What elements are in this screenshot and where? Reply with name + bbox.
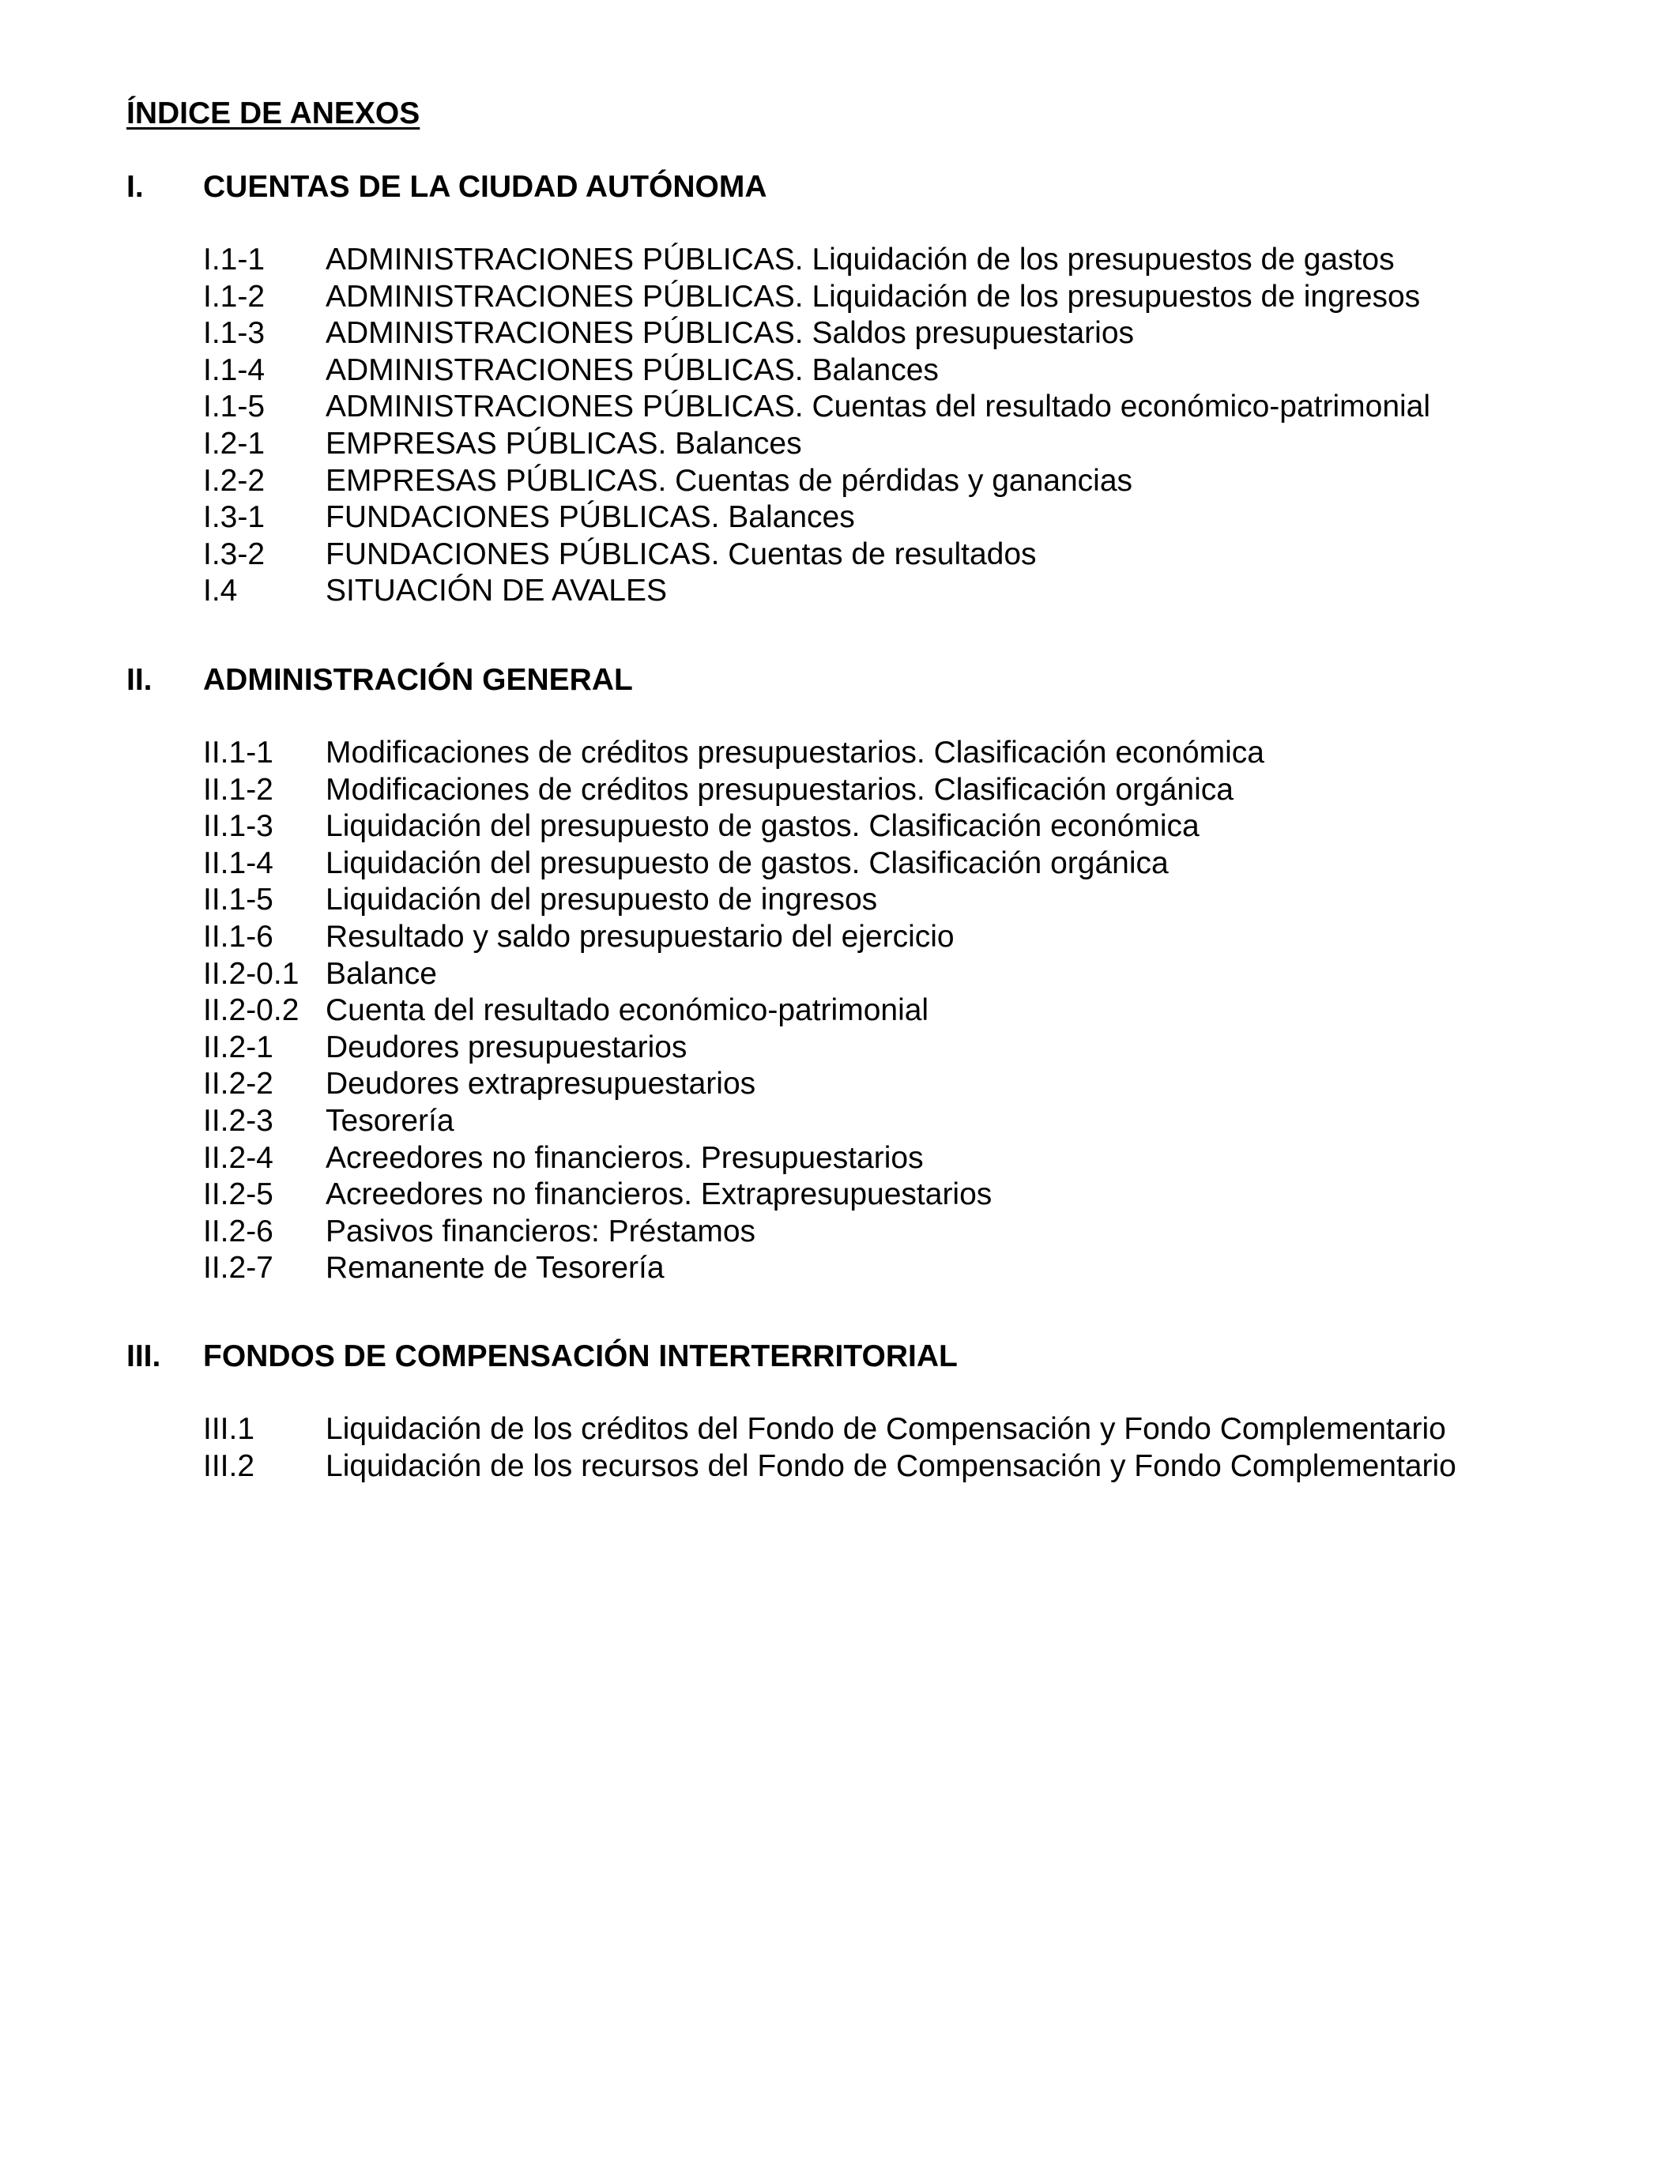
list-item [203, 389, 1625, 426]
entry-description: Liquidación del presupuesto de gastos. Clasificación económica [326, 809, 1200, 844]
list-item [203, 315, 1625, 352]
entry-code: II.2-4 [203, 1140, 273, 1175]
entry-code: II.1-3 [203, 809, 273, 844]
entry-code: III.1 [203, 1412, 255, 1446]
entry-code: I.3-1 [203, 500, 266, 535]
entry-description: EMPRESAS PÚBLICAS. Cuentas de pérdidas y ganancias [326, 463, 1133, 498]
entry-code: II.2-1 [203, 1030, 273, 1064]
page-title: ÍNDICE DE ANEXOS [126, 96, 420, 130]
list-item [203, 1140, 1625, 1177]
section-title: ADMINISTRACIÓN GENERAL [203, 663, 633, 697]
entry-code: II.2-6 [203, 1214, 273, 1248]
entry-description: Acreedores no financieros. Presupuestarios [326, 1140, 924, 1175]
section-header [126, 169, 1628, 205]
entry-list [203, 242, 1625, 610]
entry-code: II.2-0.1 [203, 956, 299, 991]
list-item [203, 1250, 1625, 1287]
list-item [203, 499, 1625, 537]
entry-code: II.1-4 [203, 845, 273, 880]
entry-list [203, 1411, 1625, 1485]
section-cuentas-ciudad-autonoma [126, 169, 1628, 608]
list-item [203, 992, 1625, 1030]
entry-code: I.1-3 [203, 316, 266, 351]
entry-code: II.2-5 [203, 1177, 273, 1212]
list-item [203, 1066, 1625, 1103]
section-number: I. [126, 170, 144, 204]
entry-description: Remanente de Tesorería [326, 1251, 665, 1286]
list-item [203, 1214, 1625, 1251]
section-header [126, 662, 1628, 699]
entry-description: Resultado y saldo presupuestario del ejercicio [326, 919, 955, 954]
entry-description: ADMINISTRACIONES PÚBLICAS. Saldos presupuestarios [326, 316, 1135, 351]
entry-description: Liquidación de los créditos del Fondo de Compensación y Fondo Complementario [326, 1412, 1446, 1446]
entry-code: II.1-1 [203, 736, 273, 770]
entry-description: FUNDACIONES PÚBLICAS. Balances [326, 500, 855, 535]
entry-description: Liquidación de los recursos del Fondo de Compensación y Fondo Complementario [326, 1448, 1456, 1483]
list-item [203, 537, 1625, 574]
list-item [203, 808, 1625, 845]
list-item [203, 845, 1625, 883]
list-item [203, 463, 1625, 500]
section-number: II. [126, 663, 153, 697]
entry-description: Deudores extrapresupuestarios [326, 1067, 756, 1101]
list-item [203, 956, 1625, 993]
list-item [203, 735, 1625, 772]
entry-code: III.2 [203, 1448, 255, 1483]
entry-description: FUNDACIONES PÚBLICAS. Cuentas de resultados [326, 537, 1037, 571]
entry-description: Modificaciones de créditos presupuestarios. Clasificación económica [326, 736, 1264, 770]
entry-code: I.2-2 [203, 463, 266, 498]
list-item [203, 352, 1625, 390]
entry-code: I.1-1 [203, 243, 266, 277]
entry-code: II.1-6 [203, 919, 273, 954]
section-administracion-general [126, 662, 1628, 1286]
section-number: III. [126, 1339, 161, 1373]
section-title: CUENTAS DE LA CIUDAD AUTÓNOMA [203, 170, 767, 204]
entry-code: II.2-2 [203, 1067, 273, 1101]
list-item [203, 1448, 1625, 1485]
entry-description: Liquidación del presupuesto de gastos. Clasificación orgánica [326, 845, 1169, 880]
list-item [203, 573, 1625, 610]
list-item [203, 242, 1625, 279]
entry-code: II.2-0.2 [203, 993, 299, 1028]
entry-description: ADMINISTRACIONES PÚBLICAS. Balances [326, 352, 939, 387]
list-item [203, 1177, 1625, 1214]
entry-code: II.2-3 [203, 1103, 273, 1138]
entry-list [203, 735, 1625, 1287]
list-item [203, 1030, 1625, 1067]
section-title: FONDOS DE COMPENSACIÓN INTERTERRITORIAL [203, 1339, 958, 1373]
entry-description: ADMINISTRACIONES PÚBLICAS. Liquidación de los presupuestos de ingresos [326, 279, 1421, 314]
list-item [203, 919, 1625, 956]
entry-description: ADMINISTRACIONES PÚBLICAS. Cuentas del resultado económico-patrimonial [326, 390, 1431, 424]
entry-code: I.1-4 [203, 352, 266, 387]
list-item [203, 772, 1625, 809]
entry-description: Balance [326, 956, 437, 991]
list-item [203, 426, 1625, 463]
entry-description: Deudores presupuestarios [326, 1030, 687, 1064]
entry-description: Liquidación del presupuesto de ingresos [326, 883, 878, 917]
section-header [126, 1339, 1628, 1375]
entry-description: Modificaciones de créditos presupuestarios. Clasificación orgánica [326, 772, 1234, 807]
entry-code: I.1-5 [203, 390, 266, 424]
list-item [203, 1411, 1625, 1448]
entry-description: Tesorería [326, 1103, 454, 1138]
entry-description: SITUACIÓN DE AVALES [326, 574, 668, 608]
entry-code: II.1-5 [203, 883, 273, 917]
entry-description: Cuenta del resultado económico-patrimonial [326, 993, 929, 1028]
entry-code: II.2-7 [203, 1251, 273, 1286]
entry-code: I.2-1 [203, 426, 266, 461]
section-fondos-compensacion [126, 1339, 1628, 1483]
entry-description: Pasivos financieros: Préstamos [326, 1214, 756, 1248]
entry-code: I.3-2 [203, 537, 266, 571]
list-item [203, 279, 1625, 316]
entry-code: I.1-2 [203, 279, 266, 314]
list-item [203, 882, 1625, 919]
entry-description: EMPRESAS PÚBLICAS. Balances [326, 426, 802, 461]
entry-code: I.4 [203, 574, 238, 608]
entry-code: II.1-2 [203, 772, 273, 807]
list-item [203, 1103, 1625, 1140]
entry-description: ADMINISTRACIONES PÚBLICAS. Liquidación de los presupuestos de gastos [326, 243, 1395, 277]
entry-description: Acreedores no financieros. Extrapresupuestarios [326, 1177, 993, 1212]
